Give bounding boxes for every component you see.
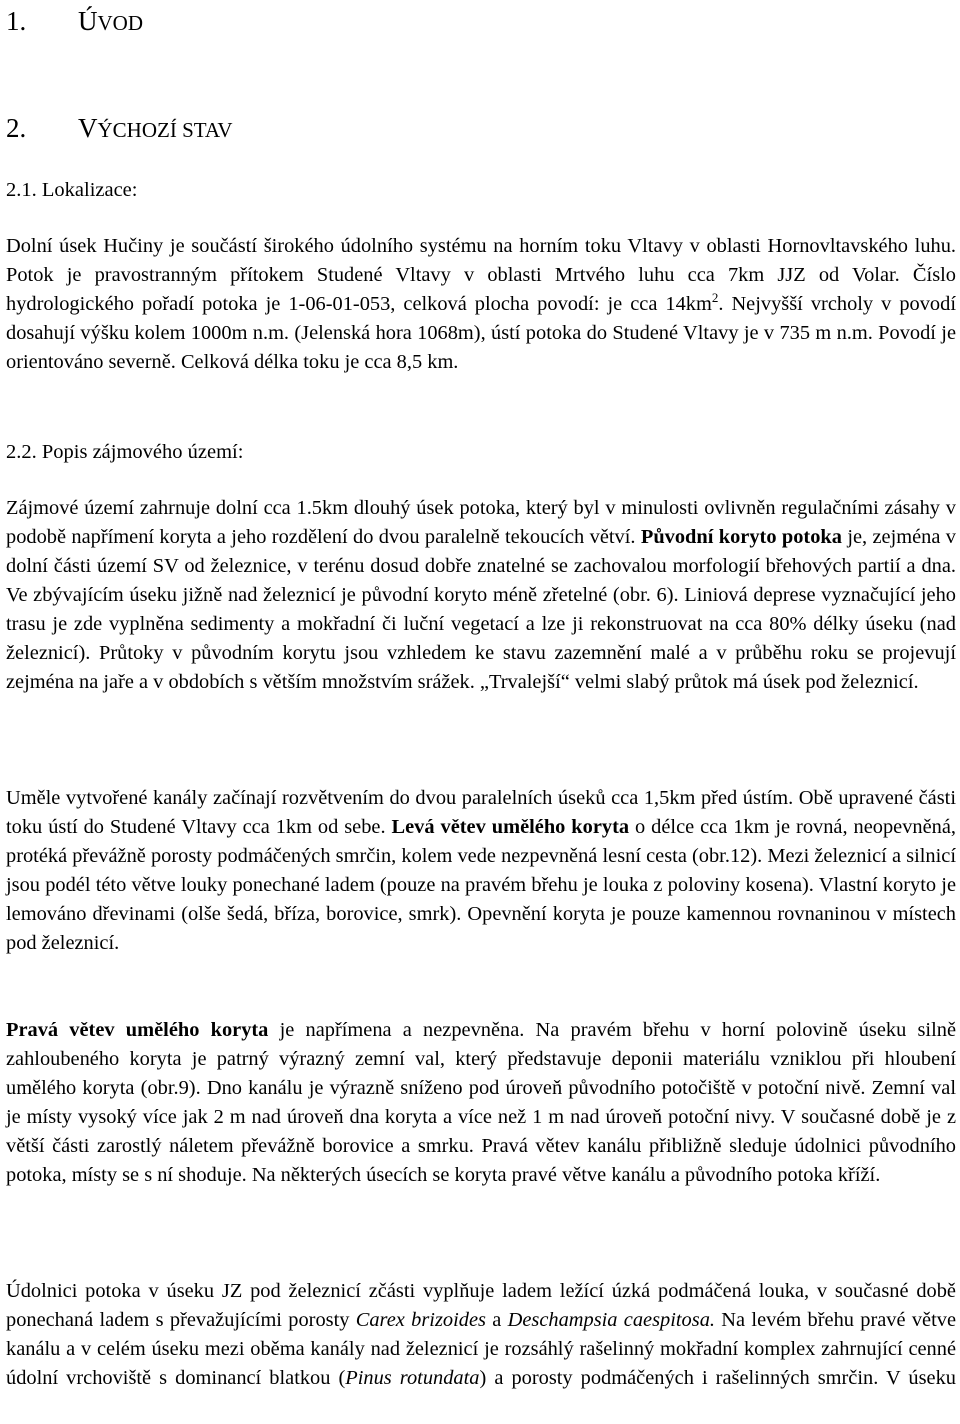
paragraph-text: Údolnici potoka v úseku JZ pod železnicí zčásti vyplňuje ladem ležící úzká podmáčená louka, v současné době ponechaná ladem s převažujícími porosty — [6, 1280, 956, 1331]
paragraph-lokalizace — [6, 232, 956, 377]
paragraph-umele-kanaly — [6, 784, 956, 958]
heading-text-initial: V — [78, 113, 98, 143]
species-name: Deschampsia caespitosa. — [507, 1309, 715, 1331]
paragraph-text: Na levém břehu pravé větve kanálu a v celém úseku mezi oběma kanály nad železnicí je rozsáhlý rašelinný mokřadní komplex zahrnující cenné údolní vrchoviště s dominancí blatkou ( — [6, 1309, 957, 1389]
bold-term: Původní koryto potoka — [640, 526, 842, 548]
superscript: 2 — [711, 290, 719, 305]
paragraph-text: Uměle vytvořené kanály začínají rozvětvením do dvou paralelních úseků cca 1,5km před ústím. Obě upravené části toku ústí do Studené Vltavy cca 1km od sebe. — [6, 787, 956, 838]
species-name: Carex brizoides — [355, 1309, 486, 1331]
bold-term: Levá větev umělého koryta — [391, 816, 630, 838]
paragraph-prava-vetev — [6, 1016, 956, 1190]
heading-vychozi-stav — [6, 113, 233, 145]
heading-text-rest: ÝCHOZÍ STAV — [97, 118, 233, 142]
paragraph-text: je, zejména v dolní části území SV od železnice, v terénu dosud dobře znatelné se zachovalou morfologií břehových partií a dna. Ve zbývajícím úseku jižně nad železnicí je původní koryto méně zřetelné (obr. 6). Liniová deprese vyznačující jeho trasu je zde vyplněna sedimenty a mokřadní či luční vegetací a lze ji rekonstruovat na cca 80% délky úseku (nad železnicí). Průtoky v původním korytu jsou vzhledem ke stavu zazemnění malé a v průběhu roku se projevují zejména na jaře a v obdobích s větším množstvím srážek. „Trvalejší“ velmi slabý průtok má úsek pod železnicí. — [6, 526, 956, 693]
heading-number: 1. — [6, 6, 27, 36]
heading-number: 2. — [6, 113, 27, 143]
paragraph-text: Zájmové území zahrnuje dolní cca 1.5km dlouhý úsek potoka, který byl v minulosti ovlivněn regulačními zásahy v podobě napřímení koryta a jeho rozdělení do dvou paralelně tekoucích větví. — [6, 497, 956, 548]
paragraph-text: je napřímena a nezpevněna. Na pravém břehu v horní polovině úseku silně zahloubeného koryta je patrný výrazný zemní val, který představuje deponii materiálu vzniklou při hloubení umělého koryta (obr.9). Dno kanálu je výrazně sníženo pod úroveň původního potočiště v potoční nivě. Zemní val je místy vysoký více jak 2 m nad úroveň dna koryta a více než 1 m nad úroveň potoční nivy. V současné době je z větší části zarostlý náletem převážně borovice a smrku. Pravá větev kanálu přibližně sleduje údolnici původního potoka, místy se s ní shoduje. Na některých úsecích se koryta pravé větve kanálu a původního potoka kříží. — [6, 1019, 957, 1186]
heading-uvod — [6, 6, 143, 38]
paragraph-text: Dolní úsek Hučiny je součástí širokého údolního systému na horním toku Vltavy v oblasti Hornovltavského luhu. Potok je pravostranným přítokem Studené Vltavy v oblasti Mrtvého luhu cca 7km JJZ od Volar. Číslo hydrologického pořadí potoka je 1-06-01-053, celková plocha povodí: je cca 14km — [6, 235, 956, 315]
section-heading-popis: 2.2. Popis zájmového území: — [6, 441, 244, 463]
heading-text-initial: Ú — [78, 6, 98, 36]
bold-term: Pravá větev umělého koryta — [6, 1019, 269, 1041]
paragraph-text: . Nejvyšší vrcholy v povodí dosahují výšku kolem 1000m n.m. (Jelenská hora 1068m), ústí potoka do Studené Vltavy je v 735 m n.m. Povodí je orientováno severně. Celková délka toku je cca 8,5 km. — [6, 293, 956, 373]
section-heading-lokalizace: 2.1. Lokalizace: — [6, 179, 138, 201]
species-name: Pinus rotundata — [345, 1367, 480, 1389]
heading-text-rest: VOD — [97, 11, 143, 35]
paragraph-zajmove-uzemi — [6, 494, 956, 697]
paragraph-udolnice — [6, 1277, 956, 1393]
paragraph-text: ) a porosty podmáčených i rašelinných smrčin. V úseku — [479, 1367, 956, 1389]
paragraph-text: a — [485, 1309, 508, 1331]
paragraph-text: o délce cca 1km je rovná, neopevněná, protéká převážně porosty podmáčených smrčin, kolem vede nezpevněná lesní cesta (obr.12). Mezi železnicí a silnicí jsou podél této větve louky ponechané ladem (pouze na pravém břehu je louka z poloviny kosena). Vlastní koryto je lemováno dřevinami (olše šedá, bříza, borovice, smrk). Opevnění koryta je pouze kamennou rovnaninou v místech pod železnicí. — [6, 816, 956, 954]
